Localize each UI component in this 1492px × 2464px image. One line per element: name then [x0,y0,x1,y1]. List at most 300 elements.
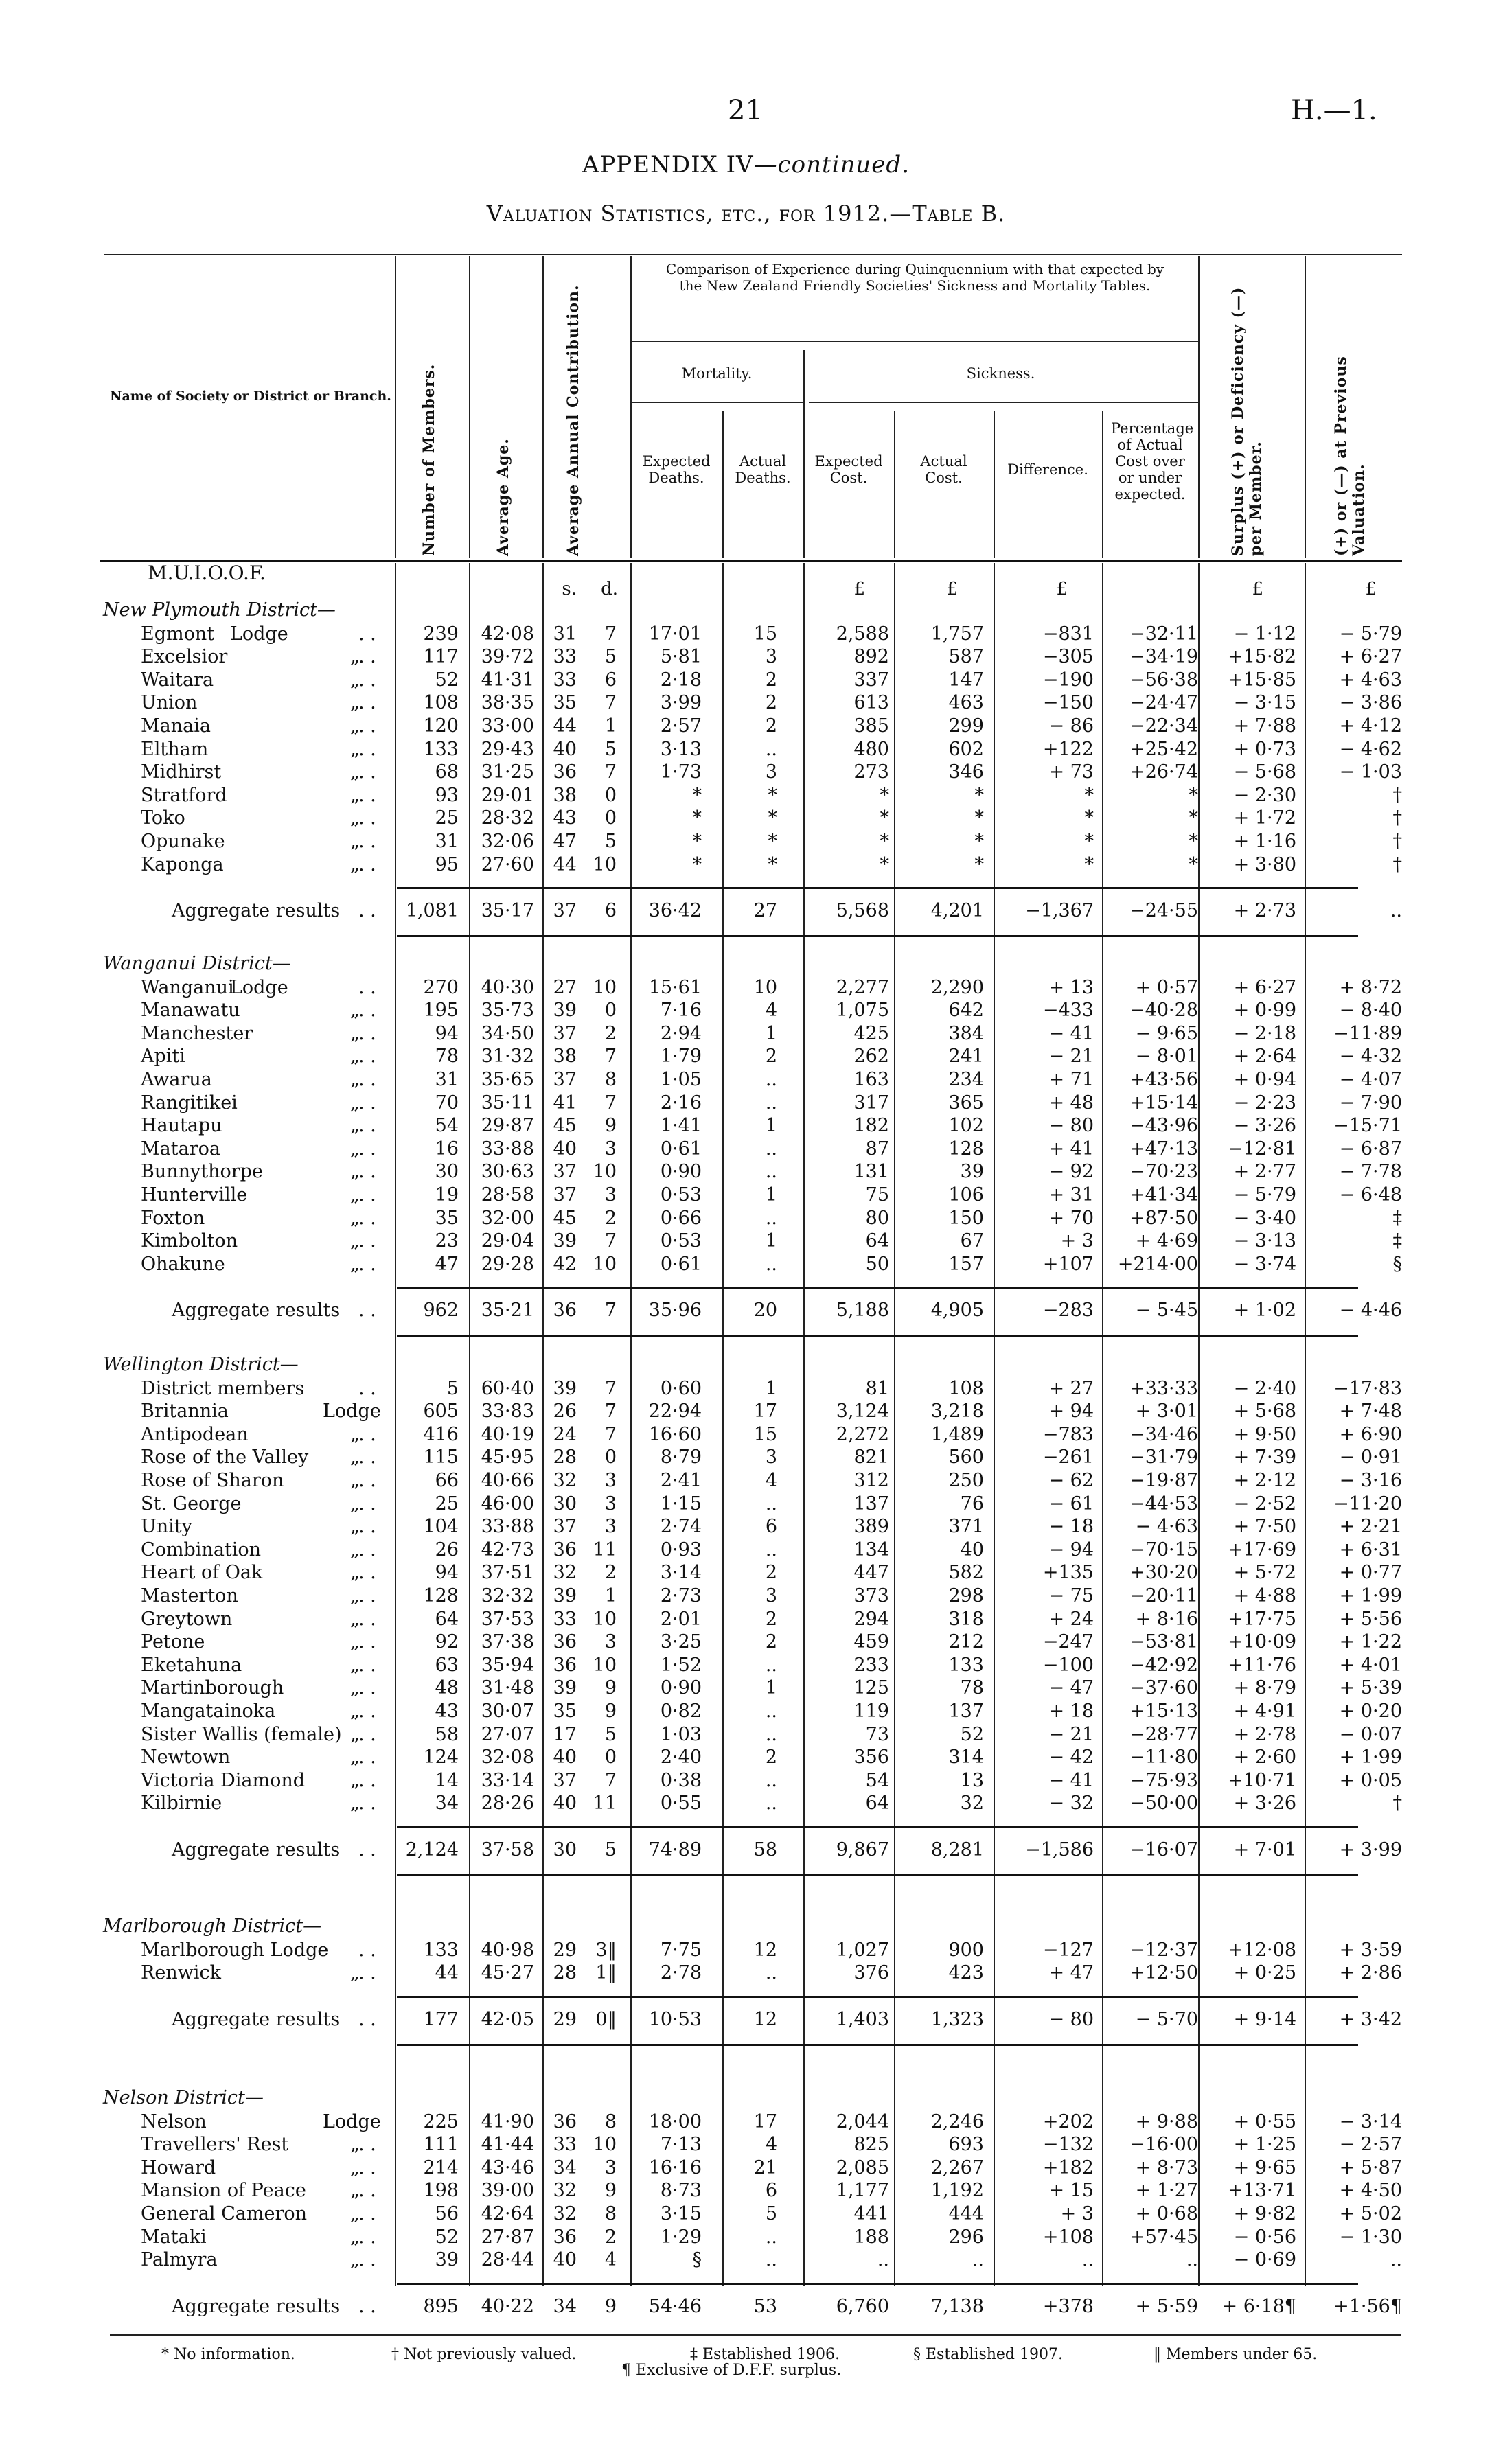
expected-cost-cell: 119 [853,1701,889,1722]
branch-name: Victoria Diamond [141,1769,306,1791]
contrib-pence-cell: 9 [604,2295,617,2317]
members-cell: 177 [423,2008,459,2030]
avg-age-cell: 40·30 [481,976,534,998]
expected-cost-cell: 125 [853,1677,889,1699]
table-row [0,1469,1492,1493]
expected-deaths-cell: 2·40 [660,1747,702,1769]
actual-cost-cell: 4,201 [930,900,984,922]
branch-type: „ [350,1207,360,1229]
branch-name: Marlborough Lodge [141,1939,329,1961]
difference-cell: + 41 [1048,1138,1094,1160]
aggregate-top-rule [397,1287,1358,1289]
branch-type: „ [350,1069,360,1090]
table-row [0,1184,1492,1207]
contrib-pence-cell: 7 [604,1046,617,1068]
avg-age-cell: 40·98 [481,1939,534,1961]
branch-type: „ [350,1539,360,1561]
members-cell: 48 [435,1677,459,1699]
difference-cell: −261 [1042,1447,1094,1469]
contrib-shillings-cell: 30 [553,1493,577,1515]
branch-type: „ [350,1092,360,1114]
members-cell: 5 [446,1377,459,1399]
difference-cell: − 47 [1048,1677,1094,1699]
table-row [0,715,1492,738]
avg-age-cell: 42·64 [481,2203,534,2224]
surplus-cell: +10·09 [1228,1631,1296,1653]
actual-cost-cell: 900 [948,1939,984,1961]
members-cell: 30 [435,1161,459,1183]
leader-dots: . . [358,2134,376,2156]
members-cell: 108 [423,692,459,714]
contrib-shillings-cell: 39 [553,1677,577,1699]
contrib-shillings-cell: 32 [553,2180,577,2202]
contrib-shillings-cell: 33 [553,646,577,668]
avg-age-cell: 42·73 [481,1539,534,1561]
surplus-cell: − 3·26 [1233,1115,1296,1137]
actual-deaths-cell: .. [765,1654,777,1676]
leader-dots: . . [358,1230,376,1252]
table-row [0,2248,1492,2272]
contrib-pence-cell: 3 [604,1516,617,1538]
actual-cost-cell: 384 [948,1022,984,1044]
percentage-cell: −70·15 [1129,1539,1198,1561]
branch-name: Rangitikei [141,1092,238,1114]
contrib-pence-cell: 7 [604,623,617,645]
percentage-cell: + 5·59 [1135,2295,1198,2317]
contrib-shillings-cell: 28 [553,1962,577,1984]
actual-cost-cell: 13 [960,1769,984,1791]
leader-dots: . . [358,807,376,829]
members-cell: 92 [435,1631,459,1653]
branch-type: „ [350,1000,360,1022]
contrib-shillings-cell: 45 [553,1207,577,1229]
actual-cost-cell: * [974,807,984,829]
previous-cell: − 5·79 [1339,623,1402,645]
expected-deaths-cell: § [692,2249,702,2271]
actual-deaths-cell: 1 [765,1230,777,1252]
table-row [0,623,1492,646]
avg-age-cell: 38·35 [481,692,534,714]
table-row [0,1515,1492,1539]
branch-type: „ [350,1962,360,1984]
actual-deaths-cell: .. [765,1769,777,1791]
expected-deaths-cell: 16·16 [648,2156,702,2178]
difference-cell: − 32 [1048,1793,1094,1815]
branch-type: „ [350,669,360,691]
contrib-shillings-cell: 36 [553,761,577,783]
avg-age-cell: 32·08 [481,1747,534,1769]
expected-cost-cell: 134 [853,1539,889,1561]
surplus-cell: +15·82 [1228,646,1296,668]
table-row [0,1561,1492,1585]
leader-dots: . . [358,2180,376,2202]
contrib-shillings-cell: 32 [553,1470,577,1491]
previous-cell: + 0·05 [1339,1769,1402,1791]
branch-type: Lodge [230,623,288,645]
avg-age-cell: 40·22 [481,2295,534,2317]
previous-cell: + 4·63 [1339,669,1402,691]
difference-cell: − 41 [1048,1769,1094,1791]
actual-deaths-cell: .. [765,1092,777,1114]
contrib-shillings-cell: 34 [553,2156,577,2178]
previous-cell: − 1·30 [1339,2226,1402,2248]
actual-cost-cell: 106 [948,1184,984,1206]
branch-name: Howard [141,2156,216,2178]
expected-cost-cell: 441 [853,2203,889,2224]
aggregate-row [0,2295,1492,2318]
contrib-pence-cell: 5 [604,738,617,760]
contrib-pence-cell: 9 [604,1115,617,1137]
branch-name: Manchester [141,1022,253,1044]
actual-cost-cell: 150 [948,1207,984,1229]
table-row [0,1769,1492,1793]
expected-deaths-cell: 74·89 [648,1839,702,1861]
difference-cell: +122 [1042,738,1094,760]
branch-type: „ [350,1608,360,1630]
members-cell: 35 [435,1207,459,1229]
branch-type: „ [350,1747,360,1769]
percentage-cell: −70·23 [1129,1161,1198,1183]
contrib-shillings-cell: 38 [553,1046,577,1068]
previous-cell: − 3·86 [1339,692,1402,714]
difference-cell: + 15 [1048,2180,1094,2202]
percentage-cell: − 4·63 [1135,1516,1198,1538]
table-row [0,738,1492,761]
difference-cell: + 31 [1048,1184,1094,1206]
surplus-cell: + 9·50 [1233,1423,1296,1445]
actual-cost-cell: 3,218 [930,1401,984,1423]
actual-cost-cell: .. [972,2249,984,2271]
surplus-cell: − 2·40 [1233,1377,1296,1399]
table-title: Valuation Statistics, etc., for 1912.—Table B. [486,200,1006,227]
avg-age-cell: 27·60 [481,853,534,875]
percentage-cell: + 0·57 [1135,976,1198,998]
actual-cost-cell: 444 [948,2203,984,2224]
contrib-pence-cell: 6 [604,669,617,691]
expected-deaths-cell: 7·75 [660,1939,702,1961]
expected-deaths-cell: 1·29 [660,2226,702,2248]
members-cell: 25 [435,1493,459,1515]
avg-age-cell: 42·05 [481,2008,534,2030]
branch-name: Kilbirnie [141,1793,222,1815]
hdr-divider [469,256,470,558]
aggregate-label: Aggregate results [172,1300,341,1322]
actual-deaths-cell: 53 [753,2295,777,2317]
previous-cell: + 1·99 [1339,1585,1402,1607]
expected-cost-cell: 64 [865,1793,889,1815]
contrib-pence-cell: 7 [604,1769,617,1791]
surplus-cell: −12·81 [1228,1138,1296,1160]
branch-type: „ [350,831,360,852]
actual-cost-cell: 108 [948,1377,984,1399]
surplus-cell: − 2·18 [1233,1022,1296,1044]
contrib-pence-cell: 10 [593,1654,617,1676]
members-cell: 14 [435,1769,459,1791]
surplus-cell: +17·75 [1228,1608,1296,1630]
previous-cell: − 4·07 [1339,1069,1402,1090]
branch-type: „ [350,1631,360,1653]
table-row [0,1654,1492,1677]
expected-cost-cell: 6,760 [836,2295,889,2317]
avg-age-cell: 43·46 [481,2156,534,2178]
branch-name: Britannia [141,1401,229,1423]
percentage-cell: +214·00 [1117,1253,1198,1275]
expected-cost-cell: 613 [853,692,889,714]
branch-type: „ [350,784,360,806]
surplus-cell: − 0·69 [1233,2249,1296,2271]
actual-cost-cell: 346 [948,761,984,783]
actual-cost-cell: 296 [948,2226,984,2248]
actual-cost-cell: 693 [948,2134,984,2156]
actual-deaths-cell: 2 [765,1562,777,1584]
members-cell: 26 [435,1539,459,1561]
contrib-shillings-cell: 40 [553,738,577,760]
branch-name: Petone [141,1631,205,1653]
expected-deaths-cell: 3·14 [660,1562,702,1584]
avg-age-cell: 35·94 [481,1654,534,1676]
branch-type: Lodge [230,976,288,998]
percentage-cell: +15·13 [1129,1701,1198,1722]
surplus-cell: + 1·02 [1233,1300,1296,1322]
comparison-rule [630,341,1198,342]
surplus-cell: + 4·88 [1233,1585,1296,1607]
difference-cell: + 71 [1048,1069,1094,1090]
header-members: Number of Members. [420,363,438,556]
branch-name: St. George [141,1493,242,1515]
district-heading: Wellington District— [103,1354,299,1375]
surplus-cell: +12·08 [1228,1939,1296,1961]
surplus-cell: + 1·25 [1233,2134,1296,2156]
previous-cell: − 6·48 [1339,1184,1402,1206]
leader-dots: . . [358,1184,376,1206]
actual-deaths-cell: 1 [765,1677,777,1699]
leader-dots: . . [358,1631,376,1653]
avg-age-cell: 28·26 [481,1793,534,1815]
contrib-shillings-cell: 36 [553,1631,577,1653]
actual-cost-cell: * [974,831,984,852]
contrib-shillings-cell: 40 [553,1747,577,1769]
leader-dots: . . [358,1300,376,1322]
actual-deaths-cell: .. [765,1701,777,1722]
expected-deaths-cell: 1·05 [660,1069,702,1090]
expected-deaths-cell: 10·53 [648,2008,702,2030]
surplus-cell: − 5·79 [1233,1184,1296,1206]
branch-type: „ [350,646,360,668]
table-row [0,1114,1492,1138]
unit-pound: £ [1365,579,1377,599]
avg-age-cell: 42·08 [481,623,534,645]
percentage-cell: −24·55 [1129,900,1198,922]
leader-dots: . . [358,1447,376,1469]
table-row [0,2202,1492,2226]
actual-deaths-cell: 12 [753,2008,777,2030]
contrib-pence-cell: 3 [604,1470,617,1491]
table-row [0,691,1492,715]
avg-age-cell: 32·06 [481,831,534,852]
aggregate-top-rule [397,1826,1358,1828]
expected-deaths-cell: 22·94 [648,1401,702,1423]
previous-cell: + 1·22 [1339,1631,1402,1653]
contrib-shillings-cell: 40 [553,1138,577,1160]
contrib-pence-cell: 7 [604,1230,617,1252]
expected-deaths-cell: 3·15 [660,2203,702,2224]
avg-age-cell: 34·50 [481,1022,534,1044]
contrib-pence-cell: 8 [604,2110,617,2132]
surplus-cell: − 3·40 [1233,1207,1296,1229]
members-cell: 94 [435,1562,459,1584]
difference-cell: −150 [1042,692,1094,714]
appendix-suffix: —continued. [753,151,910,179]
percentage-cell: +25·42 [1129,738,1198,760]
district-heading: Wanganui District— [103,953,291,974]
difference-cell: −1,367 [1025,900,1094,922]
branch-type: „ [350,1769,360,1791]
actual-cost-cell: 250 [948,1470,984,1491]
surplus-cell: + 0·94 [1233,1069,1296,1090]
contrib-pence-cell: 9 [604,2180,617,2202]
surplus-cell: + 2·78 [1233,1723,1296,1745]
header-actual-deaths: Actual Deaths. [735,453,791,486]
contrib-pence-cell: 2 [604,1207,617,1229]
avg-age-cell: 33·14 [481,1769,534,1791]
percentage-cell: −50·00 [1129,1793,1198,1815]
expected-deaths-cell: 1·79 [660,1046,702,1068]
surplus-cell: − 0·56 [1233,2226,1296,2248]
header-surplus: Surplus (+) or Deficiency (—) per Member. [1229,286,1265,556]
district-heading: New Plymouth District— [103,599,336,621]
branch-name: Hunterville [141,1184,248,1206]
contrib-shillings-cell: 44 [553,715,577,737]
contrib-pence-cell: 7 [604,1423,617,1445]
difference-cell: −305 [1042,646,1094,668]
leader-dots: . . [358,1253,376,1275]
percentage-cell: + 4·69 [1135,1230,1198,1252]
expected-cost-cell: 54 [865,1769,889,1791]
expected-cost-cell: * [880,853,889,875]
actual-deaths-cell: .. [765,1253,777,1275]
members-cell: 962 [423,1300,459,1322]
branch-name: Union [141,692,198,714]
branch-name: Wanganui [141,976,234,998]
difference-cell: + 94 [1048,1401,1094,1423]
members-cell: 104 [423,1516,459,1538]
previous-cell: + 6·90 [1339,1423,1402,1445]
expected-cost-cell: 233 [853,1654,889,1676]
contrib-shillings-cell: 41 [553,1092,577,1114]
avg-age-cell: 29·87 [481,1115,534,1137]
contrib-shillings-cell: 26 [553,1401,577,1423]
actual-deaths-cell: .. [765,1207,777,1229]
percentage-cell: − 8·01 [1135,1046,1198,1068]
contrib-pence-cell: 2 [604,1562,617,1584]
previous-cell: + 1·99 [1339,1747,1402,1769]
contrib-shillings-cell: 37 [553,1516,577,1538]
surplus-cell: + 0·99 [1233,1000,1296,1022]
difference-cell: − 86 [1048,715,1094,737]
branch-type: „ [350,1447,360,1469]
district-heading: Nelson District— [103,2087,264,2108]
percentage-cell: +15·14 [1129,1092,1198,1114]
expected-deaths-cell: 0·55 [660,1793,702,1815]
contrib-shillings-cell: 34 [553,2295,577,2317]
aggregate-row [0,2008,1492,2031]
actual-deaths-cell: 3 [765,646,777,668]
expected-deaths-cell: 0·53 [660,1184,702,1206]
percentage-cell: −16·07 [1129,1839,1198,1861]
actual-cost-cell: 1,757 [930,623,984,645]
actual-deaths-cell: 21 [753,2156,777,2178]
percentage-cell: * [1189,784,1198,806]
expected-cost-cell: 2,044 [836,2110,889,2132]
footnote-established-1906: ‡ Established 1906. [690,2346,840,2363]
actual-deaths-cell: 58 [753,1839,777,1861]
contrib-pence-cell: 5 [604,1723,617,1745]
actual-deaths-cell: 20 [753,1300,777,1322]
difference-cell: − 21 [1048,1723,1094,1745]
aggregate-label: Aggregate results [172,2008,341,2030]
avg-age-cell: 39·72 [481,646,534,668]
previous-cell: −11·89 [1333,1022,1402,1044]
actual-deaths-cell: 15 [753,623,777,645]
members-cell: 605 [423,1401,459,1423]
expected-deaths-cell: 8·73 [660,2180,702,2202]
avg-age-cell: 32·32 [481,1585,534,1607]
unit-pence: d. [601,579,618,599]
branch-name: Manaia [141,715,211,737]
avg-age-cell: 30·63 [481,1161,534,1183]
actual-deaths-cell: 5 [765,2203,777,2224]
leader-dots: . . [358,692,376,714]
expected-deaths-cell: 7·16 [660,1000,702,1022]
appendix-heading [0,151,1492,179]
previous-cell: + 2·86 [1339,1962,1402,1984]
percentage-cell: − 5·45 [1135,1300,1198,1322]
header-avg-age: Average Age. [494,438,512,556]
table-row [0,830,1492,853]
percentage-cell: −42·92 [1129,1654,1198,1676]
actual-cost-cell: 76 [960,1493,984,1515]
difference-cell: −247 [1042,1631,1094,1653]
actual-deaths-cell: 1 [765,1184,777,1206]
expected-deaths-cell: 8·79 [660,1447,702,1469]
branch-name: Mataki [141,2226,207,2248]
difference-cell: − 92 [1048,1161,1094,1183]
avg-age-cell: 35·11 [481,1092,534,1114]
previous-cell: −11·20 [1333,1493,1402,1515]
actual-deaths-cell: .. [765,2249,777,2271]
avg-age-cell: 35·21 [481,1300,534,1322]
percentage-cell: +26·74 [1129,761,1198,783]
expected-deaths-cell: 1·15 [660,1493,702,1515]
contrib-shillings-cell: 36 [553,2226,577,2248]
leader-dots: . . [358,1793,376,1815]
contrib-pence-cell: 7 [604,1377,617,1399]
leader-dots: . . [358,1677,376,1699]
district-heading: Marlborough District— [103,1915,322,1937]
avg-age-cell: 27·07 [481,1723,534,1745]
expected-deaths-cell: 0·38 [660,1769,702,1791]
contrib-pence-cell: 7 [604,692,617,714]
percentage-cell: −37·60 [1129,1677,1198,1699]
members-cell: 214 [423,2156,459,2178]
actual-deaths-cell: * [768,807,777,829]
table-row [0,2226,1492,2249]
surplus-cell: − 3·15 [1233,692,1296,714]
branch-name: General Cameron [141,2203,308,2224]
branch-name: Rose of the Valley [141,1447,309,1469]
expected-deaths-cell: 15·61 [648,976,702,998]
branch-name: Eltham [141,738,209,760]
